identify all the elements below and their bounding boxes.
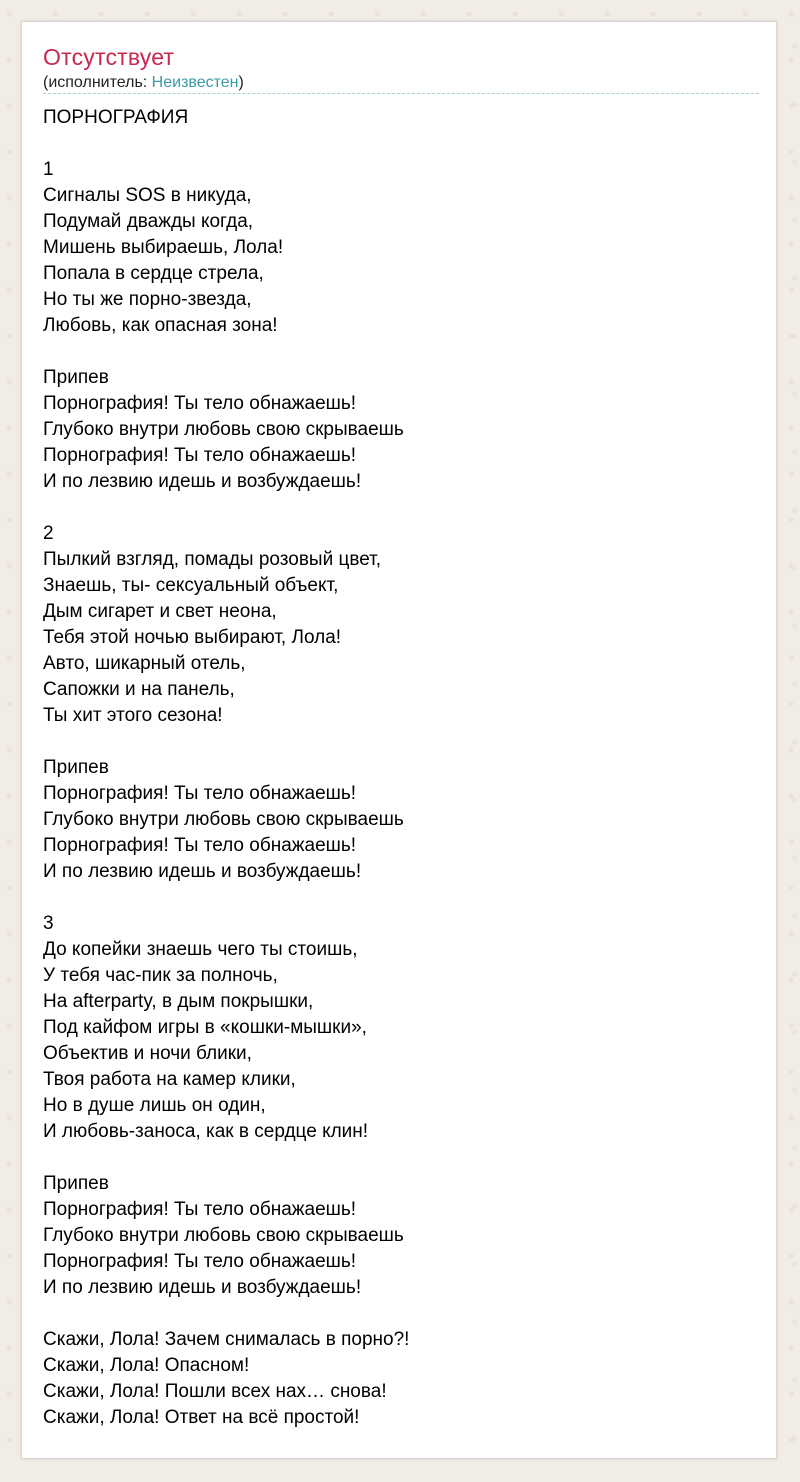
lyric-line: Авто, шикарный отель, <box>43 653 246 674</box>
lyric-line: Попала в сердце стрела, <box>43 263 264 284</box>
lyric-line: Знаешь, ты- сексуальный объект, <box>43 575 339 596</box>
lyric-blank-line <box>43 885 759 911</box>
lyric-blank-line <box>43 495 759 521</box>
lyric-line: Объектив и ночи блики, <box>43 1043 252 1064</box>
lyric-line: 3 <box>43 913 54 934</box>
lyric-line: Глубоко внутри любовь свою скрываешь <box>43 419 404 440</box>
lyric-line: У тебя час-пик за полночь, <box>43 965 278 986</box>
title-divider <box>43 93 759 94</box>
artist-line <box>43 73 244 93</box>
lyric-line: Скажи, Лола! Пошли всех нах… снова! <box>43 1381 387 1402</box>
lyric-line: Мишень выбираешь, Лола! <box>43 237 284 258</box>
lyric-line: На afterparty, в дым покрышки, <box>43 991 314 1012</box>
lyric-line: Припев <box>43 757 109 778</box>
lyric-line: Порнография! Ты тело обнажаешь! <box>43 1199 357 1220</box>
lyrics-card <box>21 21 777 1459</box>
lyric-line: Дым сигарет и свет неона, <box>43 601 277 622</box>
song-title: Отсутствует <box>43 44 175 70</box>
lyric-line: Любовь, как опасная зона! <box>43 315 278 336</box>
lyric-line: Но в душе лишь он один, <box>43 1095 266 1116</box>
lyric-line: Сигналы SOS в никуда, <box>43 185 252 206</box>
lyric-line: Глубоко внутри любовь свою скрываешь <box>43 809 404 830</box>
lyric-blank-line <box>43 131 759 157</box>
lyric-line: Твоя работа на камер клики, <box>43 1069 296 1090</box>
lyric-line: Порнография! Ты тело обнажаешь! <box>43 1251 357 1272</box>
lyric-line: И по лезвию идешь и возбуждаешь! <box>43 861 362 882</box>
artist-link[interactable]: Неизвестен <box>151 74 239 91</box>
lyric-line: До копейки знаешь чего ты стоишь, <box>43 939 358 960</box>
lyric-line: И любовь-заноса, как в сердце клин! <box>43 1121 369 1142</box>
lyric-line: Ты хит этого сезона! <box>43 705 223 726</box>
lyric-line: Пылкий взгляд, помады розовый цвет, <box>43 549 382 570</box>
lyric-line: Скажи, Лола! Опасном! <box>43 1355 250 1376</box>
lyric-line: Сапожки и на панель, <box>43 679 235 700</box>
lyric-blank-line <box>43 339 759 365</box>
lyric-line: Но ты же порно-звезда, <box>43 289 252 310</box>
lyric-line: Под кайфом игры в «кошки-мышки», <box>43 1017 367 1038</box>
lyric-line: Подумай дважды когда, <box>43 211 254 232</box>
lyric-line: И по лезвию идешь и возбуждаешь! <box>43 1277 362 1298</box>
artist-prefix: (исполнитель: <box>43 74 152 91</box>
lyric-line: Припев <box>43 1173 109 1194</box>
lyrics-text <box>43 105 759 1431</box>
lyric-line: 1 <box>43 159 54 180</box>
lyric-line: Порнография! Ты тело обнажаешь! <box>43 393 357 414</box>
lyric-line: И по лезвию идешь и возбуждаешь! <box>43 471 362 492</box>
lyric-line: Порнография! Ты тело обнажаешь! <box>43 835 357 856</box>
lyric-blank-line <box>43 1145 759 1171</box>
lyric-line: Скажи, Лола! Ответ на всё простой! <box>43 1407 360 1428</box>
lyric-blank-line <box>43 729 759 755</box>
lyric-line: Припев <box>43 367 109 388</box>
artist-suffix: ) <box>238 74 244 91</box>
lyric-line: Порнография! Ты тело обнажаешь! <box>43 783 357 804</box>
lyric-line: 2 <box>43 523 54 544</box>
lyric-line: Тебя этой ночью выбирают, Лола! <box>43 627 342 648</box>
lyric-line: Порнография! Ты тело обнажаешь! <box>43 445 357 466</box>
lyric-line: ПОРНОГРАФИЯ <box>43 107 189 128</box>
lyric-line: Глубоко внутри любовь свою скрываешь <box>43 1225 404 1246</box>
lyric-blank-line <box>43 1301 759 1327</box>
lyric-line: Скажи, Лола! Зачем снималась в порно?! <box>43 1329 410 1350</box>
